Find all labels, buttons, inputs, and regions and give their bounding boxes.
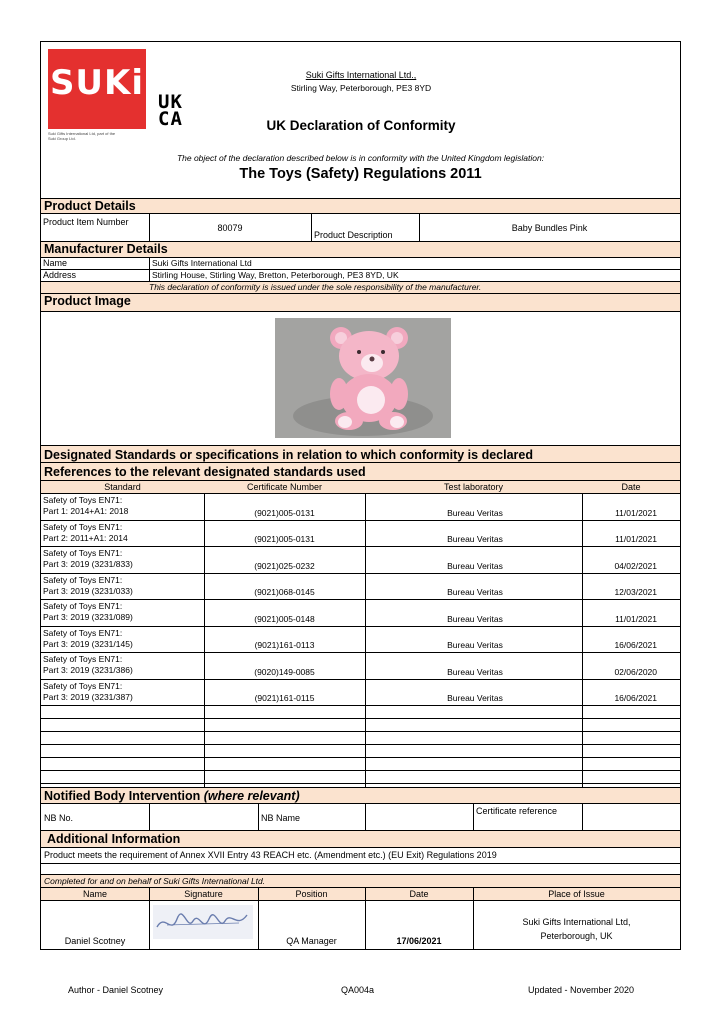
standard-line1: Safety of Toys EN71: (43, 521, 123, 532)
manufacturer-address-value: Stirling House, Stirling Way, Bretton, Peterborough, PE3 8YD, UK (152, 270, 399, 280)
declaration-sheet (40, 41, 681, 950)
teddy-bear-image (275, 318, 451, 438)
empty-table-row (41, 771, 680, 784)
empty-table-row (41, 758, 680, 771)
footer-author: Author - Daniel Scotney (68, 985, 164, 995)
notified-body-row (41, 804, 680, 831)
manufacturer-name-label: Name (43, 258, 68, 268)
empty-table-row (41, 706, 680, 719)
place-line1: Suki Gifts International Ltd, (522, 917, 631, 927)
notified-body-note: (where relevant) (203, 789, 300, 803)
col-standard: Standard (104, 482, 141, 492)
signatory-position: QA Manager (286, 936, 337, 946)
behalf-row (41, 875, 680, 888)
place-line2: Peterborough, UK (540, 931, 613, 941)
ukca-line2: CA (158, 108, 183, 130)
product-details-heading: Product Details (41, 198, 680, 214)
standards-heading: Designated Standards or specifications in relation to which conformity is declared (41, 445, 680, 463)
product-image-heading: Product Image (41, 294, 680, 312)
certificate-number: (9021)005-0148 (254, 613, 315, 624)
col-certificate-number: Certificate Number (246, 482, 323, 492)
footer-document-code: QA004a (341, 985, 375, 995)
test-laboratory: Bureau Veritas (447, 587, 503, 597)
col-sign-date: Date (409, 889, 429, 899)
standard-line2: Part 3: 2019 (3231/833) (43, 559, 133, 569)
test-date: 11/01/2021 (615, 534, 657, 544)
certificate-number: (9020)149-0085 (254, 666, 315, 677)
col-signature: Signature (184, 889, 223, 899)
table-row (41, 653, 680, 680)
manufacturer-heading: Manufacturer Details (41, 242, 680, 258)
item-number-label: Product Item Number (43, 217, 129, 227)
manufacturer-address-row (41, 270, 680, 282)
certificate-number: (9021)161-0113 (254, 640, 315, 650)
table-row (41, 547, 680, 574)
signatory-name: Daniel Scotney (64, 936, 126, 946)
logo-fine-print: Suki Gifts International Ltd, part of the Suki Group Ltd. (48, 131, 116, 141)
standard-line1: Safety of Toys EN71: (43, 495, 123, 505)
signoff-row (41, 901, 680, 949)
standard-line1: Safety of Toys EN71: (43, 627, 123, 638)
responsibility-row (41, 282, 680, 294)
empty-table-row (41, 732, 680, 745)
handwritten-signature (153, 905, 253, 939)
test-date: 16/06/2021 (614, 640, 657, 650)
certificate-number: (9021)025-0232 (254, 560, 315, 571)
regulation-title: The Toys (Safety) Regulations 2011 (239, 166, 482, 182)
standard-line1: Safety of Toys EN71: (43, 574, 123, 585)
table-row (41, 574, 680, 601)
test-laboratory: Bureau Veritas (447, 693, 503, 703)
col-place-of-issue: Place of Issue (548, 889, 605, 899)
place-of-issue (473, 915, 680, 943)
ukca-mark (158, 91, 183, 130)
manufacturer-address-label: Address (43, 270, 77, 280)
test-laboratory: Bureau Veritas (447, 640, 503, 650)
notified-body-title: Notified Body Intervention (44, 789, 201, 803)
company-address: Stirling Way, Peterborough, PE3 8YD (290, 83, 432, 93)
product-photo (275, 318, 451, 438)
standard-line2: Part 3: 2019 (3231/089) (43, 612, 133, 622)
test-laboratory: Bureau Veritas (447, 534, 503, 544)
standards-header-row (41, 481, 680, 494)
empty-table-row (41, 745, 680, 758)
certificate-reference-label: Certificate reference (476, 806, 558, 816)
spacer-row (41, 864, 680, 875)
standard-line2: Part 3: 2019 (3231/386) (43, 665, 133, 675)
standard-line1: Safety of Toys EN71: (43, 680, 123, 691)
standard-line2: Part 2: 2011+A1: 2014 (43, 532, 128, 543)
table-row (41, 494, 680, 521)
col-test-laboratory: Test laboratory (443, 482, 504, 492)
certificate-number: (9021)005-0131 (254, 534, 315, 544)
signoff-date: 17/06/2021 (396, 936, 442, 946)
standard-line2: Part 3: 2019 (3231/387) (43, 691, 133, 702)
test-date: 04/02/2021 (614, 560, 657, 571)
test-date: 16/06/2021 (614, 693, 657, 703)
behalf-note: Completed for and on behalf of Suki Gifts International Ltd. (44, 876, 266, 886)
suki-logo (48, 49, 146, 141)
col-date: Date (621, 482, 641, 492)
empty-table-row (41, 719, 680, 732)
product-description-value: Baby Bundles Pink (511, 223, 588, 233)
nb-no-label: NB No. (44, 813, 74, 823)
table-row (41, 680, 680, 707)
table-row (41, 521, 680, 548)
document-title: UK Declaration of Conformity (266, 118, 456, 133)
footer-updated: Updated - November 2020 (528, 985, 635, 995)
col-name: Name (82, 889, 107, 899)
additional-info-heading: Additional Information (41, 831, 680, 848)
test-date: 11/01/2021 (615, 613, 657, 624)
product-details-row (41, 214, 680, 242)
test-laboratory: Bureau Veritas (447, 666, 503, 677)
ukca-line1: UK (158, 91, 183, 113)
table-row (41, 600, 680, 627)
certificate-number: (9021)005-0131 (254, 507, 315, 518)
standards-subheading: References to the relevant designated standards used (41, 463, 680, 481)
manufacturer-name-row (41, 258, 680, 270)
standard-line1: Safety of Toys EN71: (43, 654, 123, 664)
responsibility-note: This declaration of conformity is issued under the sole responsibility of the manufacturer. (149, 282, 482, 292)
manufacturer-name-value: Suki Gifts International Ltd (152, 258, 252, 268)
standard-line2: Part 1: 2014+A1: 2018 (43, 506, 129, 516)
test-date: 11/01/2021 (615, 507, 657, 518)
company-name: Suki Gifts International Ltd., (305, 70, 417, 80)
test-laboratory: Bureau Veritas (447, 560, 503, 571)
conformity-statement: The object of the declaration described below is in conformity with the United Kingdom legislation: (176, 153, 545, 163)
signature-image (153, 905, 253, 939)
certificate-number: (9021)068-0145 (254, 587, 315, 597)
test-date: 12/03/2021 (614, 587, 657, 597)
additional-info-row (41, 848, 680, 864)
notified-body-heading (41, 787, 680, 804)
logo-wordmark: SUKi (49, 63, 145, 103)
test-laboratory: Bureau Veritas (447, 507, 503, 518)
certificate-number: (9021)161-0115 (254, 693, 315, 703)
product-description-label: Product Description (314, 230, 393, 240)
standards-table (41, 481, 680, 787)
additional-info-text: Product meets the requirement of Annex XVII Entry 43 REACH etc. (Amendment etc.) (EU Exit) Regulations 2019 (44, 850, 497, 860)
standard-line2: Part 3: 2019 (3231/145) (43, 638, 133, 649)
nb-name-label: NB Name (261, 813, 301, 823)
signoff-header-row (41, 888, 680, 901)
table-row (41, 627, 680, 654)
col-position: Position (295, 889, 328, 899)
standard-line1: Safety of Toys EN71: (43, 601, 123, 611)
test-laboratory: Bureau Veritas (447, 613, 503, 624)
standard-line1: Safety of Toys EN71: (43, 548, 123, 558)
standard-line2: Part 3: 2019 (3231/033) (43, 585, 133, 596)
item-number-value: 80079 (217, 223, 243, 233)
test-date: 02/06/2020 (614, 666, 657, 677)
